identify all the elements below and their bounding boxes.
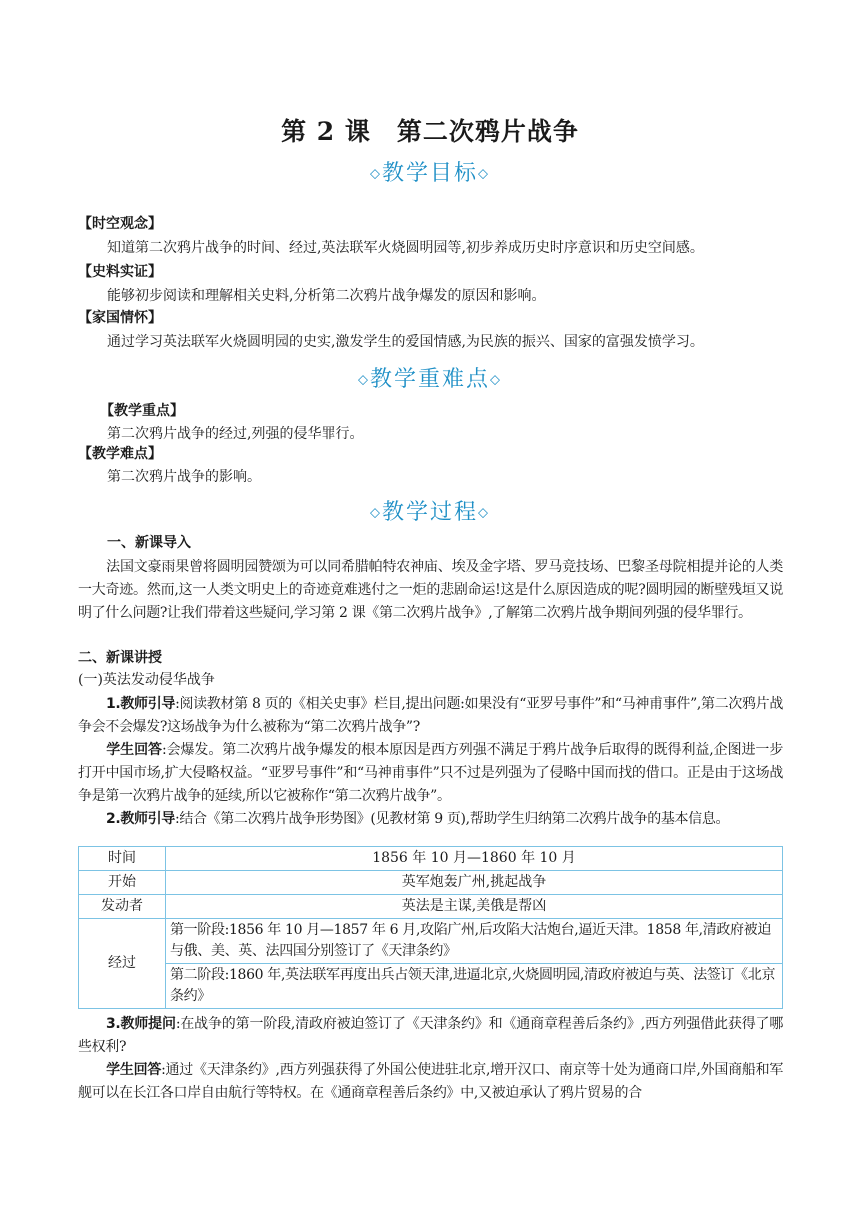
step3-paragraph: 3.教师提问:在战争的第一阶段,清政府被迫签订了《天津条约》和《通商章程善后条约》,西方列强借此获得了哪些权利? xyxy=(78,1016,783,1055)
diamond-icon: ◇ xyxy=(357,372,370,388)
objective-text-spacetime: 知道第二次鸦片战争的时间、经过,英法联军火烧圆明园等,初步养成历史时序意识和历史空间感。 xyxy=(107,240,704,256)
difficulty-label: 【教学难点】 xyxy=(78,446,162,462)
table-row xyxy=(79,919,783,964)
part2-heading: 二、新课讲授 xyxy=(78,650,162,666)
table-cell-label: 时间 xyxy=(79,847,166,871)
step2-paragraph: 2.教师引导:结合《第二次鸦片战争形势图》(见教材第 9 页),帮助学生归纳第二次鸦片战争的基本信息。 xyxy=(106,811,730,827)
table-cell-value: 英法是主谋,美俄是帮凶 xyxy=(166,895,783,919)
table-row xyxy=(79,895,783,919)
answer1-paragraph: 学生回答:会爆发。第二次鸦片战争爆发的根本原因是西方列强不满足于鸦片战争后取得的既得利益,企图进一步打开中国市场,扩大侵略权益。“亚罗号事件”和“马神甫事件”只不过是列强为了侵略中国而找的借口。正是由于这场战争是第一次鸦片战争的延续,所以它被称作“第二次鸦片战争”。 xyxy=(78,742,783,804)
objective-text-evidence: 能够初步阅读和理解相关史料,分析第二次鸦片战争爆发的原因和影响。 xyxy=(107,288,546,304)
table-row xyxy=(79,871,783,895)
diamond-icon: ◇ xyxy=(478,166,490,182)
section-heading-key-points: ◇教学重难点◇ xyxy=(357,367,502,392)
key-point-label: 【教学重点】 xyxy=(100,403,184,419)
key-point-text: 第二次鸦片战争的经过,列强的侵华罪行。 xyxy=(107,426,364,442)
section-heading-process: ◇教学过程◇ xyxy=(369,500,490,525)
subheading-war-launch: (一)英法发动侵华战争 xyxy=(78,672,215,688)
table-row xyxy=(79,847,783,871)
objective-label-evidence: 【史料实证】 xyxy=(78,264,162,280)
table-cell-stage2: 第二阶段:1860 年,英法联军再度出兵占领天津,进逼北京,火烧圆明园,清政府被迫与英、法签订《北京条约》 xyxy=(166,964,783,1009)
table-row xyxy=(79,964,783,1009)
objective-label-spacetime: 【时空观念】 xyxy=(78,216,162,232)
lesson-title: 第 2 课 第二次鸦片战争 xyxy=(281,117,579,146)
diamond-icon: ◇ xyxy=(369,166,382,182)
difficulty-text: 第二次鸦片战争的影响。 xyxy=(107,469,261,485)
section-heading-objectives: ◇教学目标◇ xyxy=(369,161,490,186)
war-info-table xyxy=(78,846,783,1009)
diamond-icon: ◇ xyxy=(478,505,490,521)
table-cell-value: 英军炮轰广州,挑起战争 xyxy=(166,871,783,895)
table-cell-stage1: 第一阶段:1856 年 10 月—1857 年 6 月,攻陷广州,后攻陷大沽炮台,逼近天津。1858 年,清政府被迫与俄、美、英、法四国分别签订了《天津条约》 xyxy=(166,919,783,964)
intro-paragraph: 法国文豪雨果曾将圆明园赞颂为可以同希腊帕特农神庙、埃及金字塔、罗马竞技场、巴黎圣母院相提并论的人类一大奇迹。然而,这一人类文明史上的奇迹竟难逃付之一炬的悲剧命运!这是什么原因造成的呢?圆明园的断壁残垣又说明了什么问题?让我们带着这些疑问,学习第 2 课《第二次鸦片战争》,了解第二次鸦片战争期间列强的侵华罪行。 xyxy=(78,559,783,621)
step1-paragraph: 1.教师引导:阅读教材第 8 页的《相关史事》栏目,提出问题:如果没有“亚罗号事件”和“马神甫事件”,第二次鸦片战争会不会爆发?这场战争为什么被称为“第二次鸦片战争”? xyxy=(78,696,784,735)
diamond-icon: ◇ xyxy=(490,372,502,388)
table-cell-value: 1856 年 10 月—1860 年 10 月 xyxy=(166,847,783,871)
objective-text-patriotism: 通过学习英法联军火烧圆明园的史实,激发学生的爱国情感,为民族的振兴、国家的富强发愤学习。 xyxy=(107,334,704,350)
diamond-icon: ◇ xyxy=(369,505,382,521)
table-cell-label: 经过 xyxy=(79,919,166,1009)
objective-label-patriotism: 【家国情怀】 xyxy=(78,310,162,326)
table-cell-label: 发动者 xyxy=(79,895,166,919)
table-cell-label: 开始 xyxy=(79,871,166,895)
answer3-paragraph: 学生回答:通过《天津条约》,西方列强获得了外国公使进驻北京,增开汉口、南京等十处为通商口岸,外国商船和军舰可以在长江各口岸自由航行等特权。在《通商章程善后条约》中,又被迫承认了鸦片贸易的合 xyxy=(78,1062,783,1101)
part1-heading: 一、新课导入 xyxy=(107,535,191,551)
